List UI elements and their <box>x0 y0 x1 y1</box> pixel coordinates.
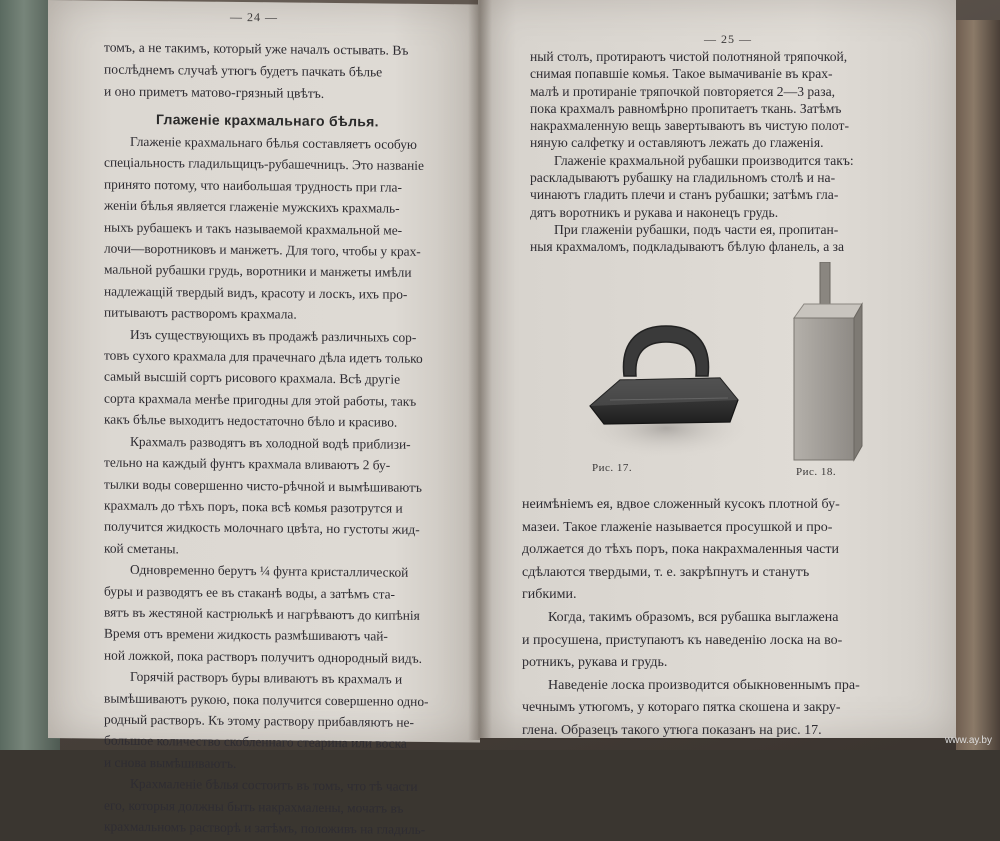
text-line: Одновременно берутъ ¼ фунта кристаллической <box>130 561 409 580</box>
text-line: тельно на каждый фунтъ крахмала вливаютъ 2 бу- <box>104 454 391 473</box>
text-line: чечнымъ утюгомъ, у котораго пятка скошена и закру- <box>522 700 841 716</box>
section-title: Глаженіе крахмальнаго бѣлья. <box>156 111 379 130</box>
text-line: гибкими. <box>522 587 577 603</box>
text-line: пока крахмалъ равномѣрно пропитаетъ ткань. Затѣмъ <box>530 100 842 116</box>
text-line: чинаютъ гладить плечи и станъ рубашки; затѣмъ гла- <box>530 187 839 203</box>
text-line: ныхъ рубашекъ и такъ называемой крахмальной ме- <box>104 219 403 238</box>
text-line: товъ сухого крахмала для прачечнаго дѣла идетъ только <box>104 347 423 366</box>
text-line: Крахмалъ разводятъ въ холодной водѣ приблизи- <box>130 433 411 452</box>
text-line: родный растворъ. Къ этому раствору прибавляютъ не- <box>104 711 414 730</box>
text-line: раскладываютъ рубашку на гладильномъ столѣ и на- <box>530 170 836 186</box>
text-line: томъ, а не такимъ, который уже началъ остывать. Въ <box>104 39 409 58</box>
text-line: женіи бѣлья является глаженіе мужскихъ крахмаль- <box>104 197 400 216</box>
text-line: сорта крахмала менѣе пригодны для этой работы, такъ <box>104 390 417 409</box>
text-line: Крахмаленіе бѣлья состоитъ въ томъ, что тѣ части <box>130 776 418 795</box>
text-line: мазеи. Такое глаженіе называется просушкой и про- <box>522 519 833 535</box>
text-line: питываютъ растворомъ крахмала. <box>104 304 297 322</box>
right-bottom-text <box>522 494 860 743</box>
text-line: дятъ воротникъ и рукава и наконецъ грудь. <box>530 204 779 220</box>
text-line: его, которыя должны быть накрахмалены, мочатъ въ <box>104 797 404 816</box>
text-line: вымѣшиваютъ рукою, пока получится совершенно одно- <box>104 690 429 709</box>
book-cover-right <box>956 20 1000 750</box>
text-line: послѣднемъ случаѣ утюгъ будетъ пачкать бѣлье <box>104 61 383 80</box>
text-line: няную салфетку и оставляютъ лежать до глаженія. <box>530 135 824 151</box>
text-line: ротникъ, рукава и грудь. <box>522 655 668 671</box>
text-line: Глаженіе крахмальнаго бѣлья составляетъ особую <box>130 133 417 152</box>
text-line: принято потому, что наибольшая трудность при гла- <box>104 176 402 195</box>
book-gutter <box>468 0 492 740</box>
text-line: какъ бѣлье выходитъ недостаточно бѣло и красиво. <box>104 411 398 430</box>
text-line: и просушена, приступаютъ къ наведенію лоска на во- <box>522 632 843 648</box>
text-line: крахмальномъ растворѣ и затѣмъ, положивъ на гладиль- <box>104 818 426 837</box>
text-line: лочи—воротниковъ и манжетъ. Для того, чтобы у крах- <box>104 240 421 259</box>
text-line: ной ложкой, пока растворъ получитъ однородный видъ. <box>104 647 422 666</box>
iron-illustration <box>580 320 752 460</box>
text-line: ный столъ, протираютъ чистой полотняной тряпочкой, <box>530 49 848 64</box>
text-line: ныя крахмаломъ, подкладываютъ бѣлую фланель, а за <box>530 239 845 255</box>
text-line: и оно приметъ матово-грязный цвѣтъ. <box>104 83 325 102</box>
text-line: спеціальность гладильщицъ-рубашечницъ. Это названіе <box>104 154 424 174</box>
text-line: накрахмаленную вещь завертываютъ въ чистую полот- <box>530 118 849 134</box>
left-top-paragraph <box>104 37 408 107</box>
figure-17-caption: Рис. 17. <box>592 462 633 474</box>
text-line: При глаженіи рубашки, подъ части ея, пропитан- <box>554 221 839 237</box>
text-line: крахмалъ до тѣхъ поръ, пока всѣ комья разотрутся и <box>104 497 403 516</box>
text-line: вятъ въ жестяной кастрюлькѣ и нагрѣваютъ до кипѣнія <box>104 604 420 623</box>
text-line: Горячій растворъ буры вливаютъ въ крахмалъ и <box>130 669 403 687</box>
block-illustration <box>784 262 872 464</box>
text-line: кой сметаны. <box>104 540 179 557</box>
text-line: Время отъ времени жидкость размѣшиваютъ чай- <box>104 625 388 644</box>
text-line: буры и разводятъ ее въ стаканѣ воды, а затѣмъ ста- <box>104 583 395 602</box>
right-page <box>478 0 956 738</box>
text-line: глена. Образецъ такого утюга показанъ на рис. 17. <box>522 722 822 738</box>
text-line: Когда, такимъ образомъ, вся рубашка выглажена <box>548 609 839 625</box>
right-top-text <box>530 48 854 256</box>
page-number: — 24 — <box>230 9 278 25</box>
text-line: и снова вымѣшиваютъ. <box>104 754 237 771</box>
watermark: www.ay.by <box>944 735 992 746</box>
text-line: должается до тѣхъ поръ, пока накрахмаленныя части <box>522 542 839 558</box>
text-line: сдѣлаются твердыми, т. е. закрѣпнутъ и станутъ <box>522 564 810 580</box>
left-page <box>48 0 480 837</box>
figure-18-caption: Рис. 18. <box>796 466 837 478</box>
text-line: самый высшій сортъ рисового крахмала. Всѣ другіе <box>104 369 401 388</box>
text-line: Глаженіе крахмальной рубашки производится такъ: <box>554 152 854 168</box>
text-line: Изъ существующихъ въ продажѣ различныхъ сор- <box>130 326 417 345</box>
text-line: малѣ и протираніе тряпочкой повторяется 2—3 раза, <box>530 83 836 99</box>
text-line: неимѣніемъ ея, вдвое сложенный кусокъ плотной бу- <box>522 497 840 512</box>
text-line: Наведеніе лоска производится обыкновеннымъ пра- <box>548 677 860 693</box>
text-line: надлежащій твердый видъ, красоту и лоскъ, ихъ про- <box>104 283 408 302</box>
page-number: — 25 — <box>704 32 752 46</box>
left-body-text <box>104 131 429 841</box>
text-line: большое количество скобленнаго стеарина или воска <box>104 732 407 752</box>
text-line: тылки воды совершенно чисто-рѣчной и вымѣшиваютъ <box>104 476 422 495</box>
text-line: мальной рубашки грудь, воротники и манжеты имѣли <box>104 262 412 281</box>
text-line: получится жидкость молочнаго цвѣта, но густоты жид- <box>104 518 420 538</box>
text-line: снимая попавшіе комья. Такое вымачиваніе въ крах- <box>530 66 833 82</box>
